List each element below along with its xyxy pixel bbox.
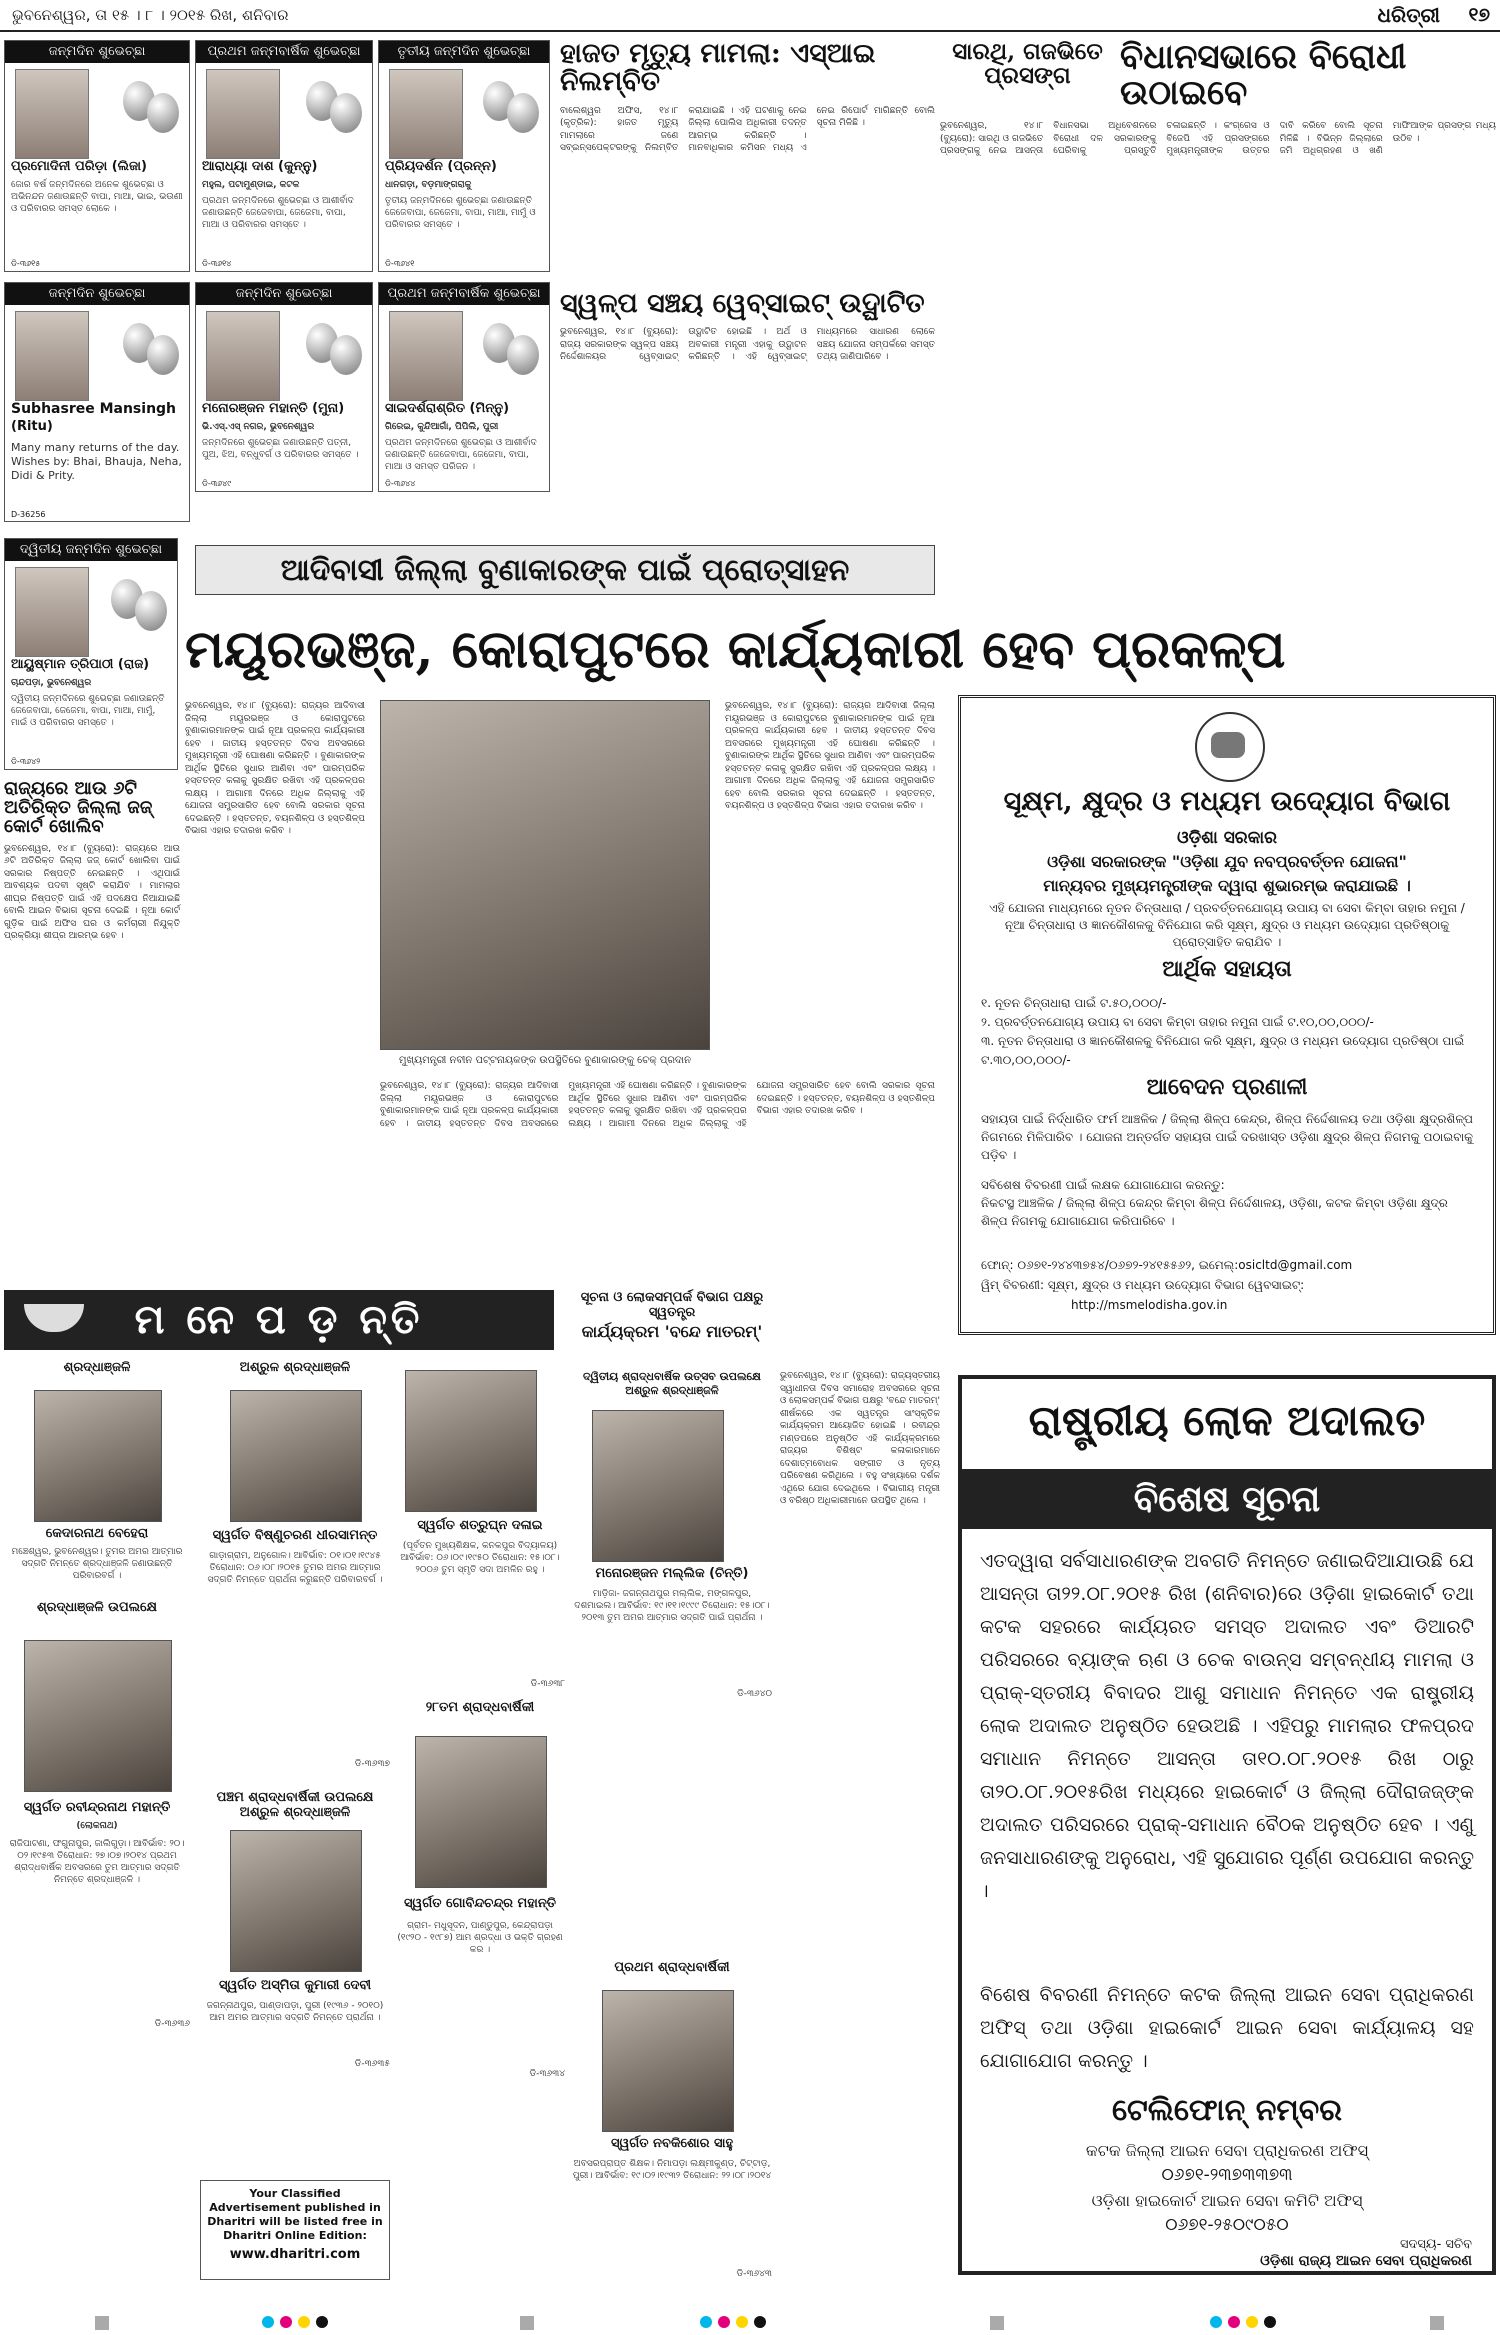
classified-note xyxy=(200,2180,390,2280)
story-body: ବାଲେଶ୍ୱର ଅଫିସ, ୧୪।୮ (କୃତ୍ରିକ): ହାଜତ ମୃତ୍ୟୁ ମାମଲାରେ ଜଣେ ସବ୍ଇନ୍ସପେକ୍ଟରଙ୍କୁ ନିଲମ୍ବିତ କରାଯାଇଛି । ଏହି ଘଟଣାକୁ ନେଇ ଜିଲ୍ଲା ପୋଲିସ ଅଧିକାରୀ ତଦନ୍ତ ଆରମ୍ଭ କରିଛନ୍ତି । ମାନବାଧିକାର କମିସନ ମଧ୍ୟ ଏ ନେଇ ରିପୋର୍ଟ ମାଗିଛନ୍ତି ବୋଲି ସୂଚନା ମିଳିଛି । xyxy=(560,105,935,154)
special-notice-banner: ବିଶେଷ ସୂଚନା xyxy=(962,1469,1492,1529)
birthday-ad xyxy=(4,282,190,522)
balloon-icon xyxy=(483,75,543,145)
ad-heading: ପ୍ରଥମ ଜନ୍ମବାର୍ଷିକ ଶୁଭେଚ୍ଛା xyxy=(196,41,372,63)
memorial-heading: ଶ୍ରଦ୍ଧାଞ୍ଜଳି xyxy=(63,1360,131,1375)
portrait-photo xyxy=(24,1640,172,1792)
aid-item: ୨. ପ୍ରବର୍ତ୍ତନଯୋଗ୍ୟ ଉପାୟ ବା ସେବା କିମ୍ବା ତାହାର ନମୁନା ପାଇଁ ଟ.୧୦,୦୦,୦୦୦/- xyxy=(981,1015,1374,1029)
msme-advertisement xyxy=(958,695,1496,1335)
memorial-banner xyxy=(4,1290,554,1350)
story-charioteer xyxy=(940,40,1115,110)
person-name: ସାଇଦର୍ଶରାଶ୍ରିତ (ମିନ୍ନୁ) xyxy=(385,401,510,416)
wish-text: ଜୋର ବର୍ଷ ଜନ୍ମଦିନରେ ଅନେକ ଶୁଭେଚ୍ଛା ଓ ଅଭିନନ୍ଦନ ଜଣାଉଛନ୍ତି ବାପା, ମାଆ, ଭାଇ, ଭଉଣୀ ଓ ପରିବାରର ସମସ୍ତ ଲୋକେ । xyxy=(11,180,183,214)
memorial-name: ସ୍ୱର୍ଗତ ଶତ୍ରୁଘ୍ନ ଦଳାଇ xyxy=(417,1518,543,1533)
wish-text: ପ୍ରଥମ ଜନ୍ମଦିନରେ ଶୁଭେଚ୍ଛା ଓ ଆଶୀର୍ବାଦ ଜଣାଉଛନ୍ତି ଜେଜେବାପା, ଜେଜେମା, ବାପା, ମାଆ ଓ ସମସ୍ତ ପରିଜନ । xyxy=(385,438,537,472)
office-name: କଟକ ଜିଲ୍ଲା ଆଇନ ସେବା ପ୍ରାଧିକରଣ ଅଫିସ୍ xyxy=(1085,2141,1369,2160)
page-number: ୧୭ xyxy=(1468,4,1490,26)
aid-list xyxy=(981,994,1479,1070)
ad-code: ଡି-୩୬୩୮ xyxy=(530,1679,565,1689)
weavers-banner: ଆଦିବାସୀ ଜିଲ୍ଲା ବୁଣାକାରଙ୍କ ପାଇଁ ପ୍ରୋତ୍ସାହନ xyxy=(195,545,935,595)
ad-code: ଡି-୩୬୩୭ xyxy=(354,1759,390,1769)
memorial-banner-text: ମ ନେ ପ ଡ଼ ନ୍ତି xyxy=(134,1296,424,1343)
phone-email: ଫୋନ୍: ୦୬୭୧-୨୪୪୩୭୫୪/୦୬୭୨-୨୪୧୫୫୬୨, ଇମେଲ୍:osicltd@gmail.com xyxy=(981,1258,1353,1272)
ad-heading: ପ୍ରଥମ ଜନ୍ମବାର୍ଷିକ ଶୁଭେଚ୍ଛା xyxy=(379,283,549,305)
portrait-photo xyxy=(15,311,89,401)
memorial-ad xyxy=(395,1360,565,1690)
vande-headline: କାର୍ଯ୍ୟକ୍ରମ 'ବନ୍ଦେ ମାତରମ୍' xyxy=(581,1322,763,1341)
memorial-heading: ଦ୍ୱିତୀୟ ଶ୍ରାଦ୍ଧବାର୍ଷିକ ଉତ୍ସବ ଉପଲକ୍ଷେ ଅଶ୍ରୁଳ ଶ୍ରଦ୍ଧାଞ୍ଜଳି xyxy=(583,1370,761,1397)
story-custody xyxy=(560,40,935,280)
address-text: ଧାନଗଡ଼ା, ବଡ଼ମାଙ୍ଗରାକୁ xyxy=(385,180,472,190)
story-assembly-body: ଭୁବନେଶ୍ୱର, ୧୪।୮ (ବ୍ୟୁରୋ): ସାରଥି ଓ ଗଜଭିତେ ପ୍ରସଙ୍ଗକୁ ନେଇ ଆସନ୍ତା ବିଧାନସଭା ଅଧିବେଶନରେ ବିରୋଧୀ ଦଳ ସରକାରଙ୍କୁ ଘେରିବାକୁ ପ୍ରସ୍ତୁତି ଚଳାଇଛନ୍ତି । କଂଗ୍ରେସ ଓ ବିଜେପି ଏହି ପ୍ରସଙ୍ଗରେ ମୁଖ୍ୟମନ୍ତ୍ରୀଙ୍କ ଉତ୍ତର ଦାବି କରିବେ ବୋଲି ସୂଚନା ମିଳିଛି । ବିଭିନ୍ନ ଜିଲ୍ଲାରେ ଜମି ଅଧିଗ୍ରହଣ ଓ ଖଣି ମାଫିଆଙ୍କ ପ୍ରସଙ୍ଗ ମଧ୍ୟ ଉଠିବ । xyxy=(940,121,1496,156)
photo-caption: ମୁଖ୍ୟମନ୍ତ୍ରୀ ନବୀନ ପଟ୍ଟନାୟକଙ୍କ ଉପସ୍ଥିତିରେ ବୁଣାକାରଙ୍କୁ ଚେକ୍ ପ୍ରଦାନ xyxy=(399,1055,691,1066)
memorial-info: ମଞ୍ଚେଶ୍ୱର, ଭୁବନେଶ୍ୱର। ତୁମର ଅମର ଆତ୍ମାର ସଦ୍ଗତି ନିମନ୍ତେ ଶ୍ରଦ୍ଧାଞ୍ଜଳି ଜଣାଉଛନ୍ତି ପରିବାରବର୍ଗ । xyxy=(11,1547,183,1581)
weavers-photo xyxy=(380,700,710,1050)
story-headline: ସାରଥି, ଗଜଭିତେ ପ୍ରସଙ୍ଗ xyxy=(952,38,1103,90)
person-nickname: (Ritu) xyxy=(11,419,53,434)
memorial-info: ଗ୍ରାମ- ମଧୁସୂଦନ, ପାଣ୍ଡୁପୁର, କେନ୍ଦ୍ରାପଡ଼ା (୧୯୨୦ - ୧୯୮୭) ଆମ ଶ୍ରଦ୍ଧା ଓ ଭକ୍ତି ଗ୍ରହଣ କର । xyxy=(397,1921,563,1955)
memorial-info: ମାଡ଼ିଜା- ଜଗନ୍ନାଥପୁର ମଲ୍ଲିକ, ମଙ୍ଗଳପୁର, ଦଶମାଇଲ। ଆବିର୍ଭାବ: ୧୯।୧୧।୧୯୯୯ ତିରୋଧାନ: ୧୫।୦୮।୨୦୧୩ ତୁମ ଅମର ଆତ୍ମାର ସଦ୍ଗତି ପାଇଁ ପ୍ରାର୍ଥନା । xyxy=(574,1589,770,1623)
apply-text: ସହାୟତା ପାଇଁ ନିର୍ଦ୍ଧାରିତ ଫର୍ମ ଆଞ୍ଚଳିକ / ଜିଲ୍ଲା ଶିଳ୍ପ କେନ୍ଦ୍ର, ଶିଳ୍ପ ନିର୍ଦ୍ଦେଶାଳୟ ତଥା ଓଡ଼ିଶା କ୍ଷୁଦ୍ରଶିଳ୍ପ ନିଗମରେ ମିଳିପାରିବ । ଯୋଜନା ଅନ୍ତର୍ଗତ ସହାୟତା ପାଇଁ ଦରଖାସ୍ତ ଓଡ଼ିଶା କ୍ଷୁଦ୍ର ଶିଳ୍ପ ନିଗମକୁ ପଠାଇବାକୁ ପଡ଼ିବ । xyxy=(981,1112,1473,1162)
signatory-org: ଓଡ଼ିଶା ରାଜ୍ୟ ଆଇନ ସେବା ପ୍ରାଧିକରଣ xyxy=(1260,2253,1472,2269)
story-headline: ରାଜ୍ୟରେ ଆଉ ୬ଟି ଅତିରିକ୍ତ ଜିଲ୍ଲା ଜଜ୍ କୋର୍ଟ ଖୋଲିବ xyxy=(4,778,153,837)
ad-code: ଡି-୩୬୩୪ xyxy=(529,2069,565,2079)
memorial-heading: ଶ୍ରଦ୍ଧାଞ୍ଜଳି ଉପଲକ୍ଷେ xyxy=(36,1600,158,1615)
balloon-icon xyxy=(111,573,171,643)
portrait-photo xyxy=(405,1370,537,1512)
scheme-name: ଓଡ଼ିଶା ସରକାରଙ୍କ "ଓଡ଼ିଶା ଯୁବ ନବପ୍ରବର୍ତ୍ତନ ଯୋଜନା" xyxy=(1047,852,1407,871)
memorial-ad xyxy=(200,1360,390,1770)
person-name: ଆରାଧ୍ୟା ଦାଶ (କୁନ୍ନୁ) xyxy=(202,159,318,174)
print-registration-strip xyxy=(0,2312,1500,2335)
ad-code: ଡି-୩୬୪୨ xyxy=(11,757,41,766)
office-phone: ୦୬୭୧-୨୩୭୩୩୭୩ xyxy=(1161,2165,1293,2185)
memorial-name: ସ୍ୱର୍ଗତ ବିଷ୍ଣୁଚରଣ ଧୀରସାମନ୍ତ xyxy=(212,1528,378,1543)
lamp-icon xyxy=(24,1304,84,1332)
website-link[interactable]: http://msmelodisha.gov.in xyxy=(1071,1298,1228,1312)
person-name: ପ୍ରମୋଦିନୀ ପରିଡ଼ା (ଲିଜା) xyxy=(11,159,147,174)
vande-headline-box xyxy=(572,1290,772,1370)
memorial-name: ସ୍ୱର୍ଗତ ରବୀନ୍ଦ୍ରନାଥ ମହାନ୍ତି xyxy=(23,1800,171,1815)
address-text: ଭି.ଏସ୍.ଏସ୍ ନଗର, ଭୁବନେଶ୍ୱର xyxy=(202,422,315,432)
portrait-photo xyxy=(389,69,463,159)
aid-title: ଆର୍ଥିକ ସହାୟତା xyxy=(1162,956,1292,982)
apply-title: ଆବେଦନ ପ୍ରଣାଳୀ xyxy=(1146,1074,1308,1100)
portrait-photo xyxy=(230,1830,362,1972)
story-body: ଭୁବନେଶ୍ୱର, ୧୪।୮ (ବ୍ୟୁରୋ): ରାଜ୍ୟରେ ଆଉ ୬ଟି ଅତିରିକ୍ତ ଜିଲ୍ଲା ଜଜ୍ କୋର୍ଟ ଖୋଲିବା ପାଇଁ ସରକାର ନିଷ୍ପତ୍ତି ନେଇଛନ୍ତି । ଏଥିପାଇଁ ଆବଶ୍ୟକ ପଦବୀ ସୃଷ୍ଟି କରାଯିବ । ମାମଲାର ଶୀଘ୍ର ନିଷ୍ପତ୍ତି ପାଇଁ ଏହି ପଦକ୍ଷେପ ନିଆଯାଇଛି ବୋଲି ଆଇନ ବିଭାଗ ସୂଚନା ଦେଇଛି । ନୂଆ କୋର୍ଟ ଗୁଡ଼ିକ ପାଇଁ ଅଫିସ ଘର ଓ କର୍ମଚାରୀ ନିଯୁକ୍ତି ପ୍ରକ୍ରିୟା ଶୀଘ୍ର ଆରମ୍ଭ ହେବ । xyxy=(4,843,180,942)
memorial-ad xyxy=(4,1360,190,1590)
vande-body: ଭୁବନେଶ୍ୱର, ୧୪।୮ (ବ୍ୟୁରୋ): ରାଜ୍ୟସ୍ତରୀୟ ସ୍ୱାଧୀନତା ଦିବସ ସମାରୋହ ଅବସରରେ ସୂଚନା ଓ ଲୋକସମ୍ପର୍କ ବିଭାଗ ପକ୍ଷରୁ 'ବନ୍ଦେ ମାତରମ୍' ଶୀର୍ଷକରେ ଏକ ସ୍ୱତନ୍ତ୍ର ସାଂସ୍କୃତିକ କାର୍ଯ୍ୟକ୍ରମ ଆୟୋଜିତ ହୋଇଛି । ରବୀନ୍ଦ୍ର ମଣ୍ଡପରେ ଅନୁଷ୍ଠିତ ଏହି କାର୍ଯ୍ୟକ୍ରମରେ ରାଜ୍ୟର ବିଶିଷ୍ଟ କଳାକାରମାନେ ଦେଶାତ୍ମବୋଧକ ସଙ୍ଗୀତ ଓ ନୃତ୍ୟ ପରିବେଷଣ କରିଥିଲେ । ବହୁ ସଂଖ୍ୟାରେ ଦର୍ଶକ ଏଥିରେ ଯୋଗ ଦେଇଥିଲେ । ବିଭାଗୀୟ ମନ୍ତ୍ରୀ ଓ ବରିଷ୍ଠ ଅଧିକାରୀମାନେ ଉପସ୍ଥିତ ଥିଲେ । xyxy=(780,1371,940,1506)
story-headline: ସ୍ୱଳ୍ପ ସଞ୍ଚୟ ୱେବ୍ସାଇଟ୍ ଉଦ୍ଘାଟିତ xyxy=(560,288,925,319)
memorial-info: ରାଜିପାଟଣା, ଫଗୁନାପୁର, ଜାଲିଗୁଡ଼ା। ଆବିର୍ଭାବ: ୨୦।୦୨।୧୯୫୩ ତିରୋଧାନ: ୨୭।୦୭।୨୦୧୪ ପ୍ରଥମ ଶ୍ରାଦ୍ଧବାର୍ଷିକ ଅବସରରେ ତୁମ ଆତ୍ମାର ସଦ୍ଗତି ନିମନ୍ତେ ଶ୍ରଦ୍ଧାଞ୍ଜଳି । xyxy=(9,1839,185,1885)
odisha-emblem-icon xyxy=(1195,712,1265,782)
ad-code: ଡି-୩୬୪୧ xyxy=(385,259,415,268)
person-name: ଆୟୁଷ୍ମାନ ତ୍ରିପାଠୀ (ରାଜ) xyxy=(11,657,150,672)
wish-text: ଦ୍ୱିତୀୟ ଜନ୍ମଦିନରେ ଶୁଭେଚ୍ଛା ଜଣାଉଛନ୍ତି ଜେଜେବାପା, ଜେଜେମା, ବାପା, ମାଆ, ମାମୁଁ, ମାଇଁ ଓ ପରିବାରର ସମସ୍ତେ । xyxy=(11,694,165,728)
ad-code: ଡି-୩୬୪୪ xyxy=(385,479,416,488)
wish-text: ତୃତୀୟ ଜନ୍ମଦିନରେ ଶୁଭେଚ୍ଛା ଜଣାଉଛନ୍ତି ଜେଜେବାପା, ଜେଜେମା, ବାପା, ମାଆ, ମାମୁଁ ଓ ପରିବାରର ସମସ୍ତେ । xyxy=(385,196,536,230)
story-headline: ବିଧାନସଭାରେ ବିରୋଧୀ ଉଠାଇବେ xyxy=(1120,37,1407,113)
ad-code: ଡି-୩୬୪୦ xyxy=(737,1689,772,1699)
classified-text: Your Classified Advertisement published in Dharitri will be listed free in Dharitri Online Edition: xyxy=(207,2187,383,2242)
memorial-ad xyxy=(200,1790,390,2070)
address-text: ଚାନ୍ଦପଡ଼ା, ଭୁବନେଶ୍ୱର xyxy=(11,678,92,688)
birthday-ad xyxy=(4,40,190,272)
office-name: ଓଡ଼ିଶା ହାଇକୋର୍ଟ ଆଇନ ସେବା କମିଟି ଅଫିସ୍ xyxy=(1091,2191,1363,2210)
portrait-photo xyxy=(415,1736,547,1888)
memorial-info: ଗାଡ଼ାଗ୍ରାମ, ଅନୁଗୋଳ। ଆବିର୍ଭାବ: ୦୧।୦୧।୧୯୪୫ ତିରୋଧାନ: ୦୬।୦୮।୨୦୧୫ ତୁମର ଅମର ଆତ୍ମାର ସଦ୍ଗତି ନିମନ୍ତେ ପ୍ରାର୍ଥନା କରୁଛନ୍ତି ପରିବାରବର୍ଗ । xyxy=(207,1551,383,1585)
ad-code: D-36256 xyxy=(11,510,46,519)
story-assembly-headline-box xyxy=(1120,37,1496,120)
ad-code: ଡି-୩୬୪୯ xyxy=(202,479,232,488)
portrait-photo xyxy=(206,69,280,159)
weavers-body: ଭୁବନେଶ୍ୱର, ୧୪।୮ (ବ୍ୟୁରୋ): ରାଜ୍ୟର ଆଦିବାସୀ ଜିଲ୍ଲା ମୟୂରଭଞ୍ଜ ଓ କୋରାପୁଟରେ ବୁଣାକାରମାନଙ୍କ ପାଇଁ ନୂଆ ପ୍ରକଳ୍ପ କାର୍ଯ୍ୟକାରୀ ହେବ । ଜାତୀୟ ହସ୍ତତନ୍ତ ଦିବସ ଅବସରରେ ମୁଖ୍ୟମନ୍ତ୍ରୀ ଏହି ଘୋଷଣା କରିଛନ୍ତି । ବୁଣାକାରଙ୍କ ଆର୍ଥିକ ସ୍ଥିତିରେ ସୁଧାର ଆଣିବା ଏବଂ ପାରମ୍ପରିକ ହସ୍ତତନ୍ତ କଳାକୁ ସୁରକ୍ଷିତ ରଖିବା ଏହି ପ୍ରକଳ୍ପର ଲକ୍ଷ୍ୟ । ଆଗାମୀ ଦିନରେ ଅଧିକ ଜିଲ୍ଲାକୁ ଏହି ଯୋଜନା ସମ୍ପ୍ରସାରିତ ହେବ ବୋଲି ସରକାର ସୂଚନା ଦେଇଛନ୍ତି । ହସ୍ତତନ୍ତ, ବୟନଶିଳ୍ପ ଓ ହସ୍ତଶିଳ୍ପ ବିଭାଗ ଏହାର ତଦାରଖ କରିବ । xyxy=(185,701,365,836)
lok-adalat-title: ରାଷ୍ଟ୍ରୀୟ ଲୋକ ଅଦାଲତ xyxy=(1028,1396,1426,1445)
memorial-ad xyxy=(395,1700,565,2080)
birthday-ad xyxy=(195,40,373,272)
portrait-photo xyxy=(230,1390,362,1522)
notice-paragraph: ଏତଦ୍ୱାରା ସର୍ବସାଧାରଣଙ୍କ ଅବଗତି ନିମନ୍ତେ ଜଣାଇଦିଆଯାଉଛି ଯେ ଆସନ୍ତା ତା୨୨.୦୮.୨୦୧୫ ରିଖ (ଶନିବାର)ରେ ଓଡ଼ିଶା ହାଇକୋର୍ଟ ତଥା କଟକ ସହରରେ କାର୍ଯ୍ୟରତ ସମସ୍ତ ଅଦାଲତ ଏବଂ ଡିଆରଟି ପରିସରରେ ବ୍ୟାଙ୍କ ଋଣ ଓ ଚେକ ବାଉନ୍ସ ସମ୍ବନ୍ଧୀୟ ମାମଲା ଓ ପ୍ରାକ୍-ସ୍ତରୀୟ ବିବାଦର ଆଶୁ ସମାଧାନ ନିମନ୍ତେ ଏକ ରାଷ୍ଟ୍ରୀୟ ଲୋକ ଅଦାଲତ ଅନୁଷ୍ଠିତ ହେଉଅଛି । ଏହିପରୁ ମାମଲାର ଫଳପ୍ରଦ ସମାଧାନ ନିମନ୍ତେ ଆସନ୍ତା ତା୧୦.୦୮.୨୦୧୫ ରିଖ ଠାରୁ ତା୨୦.୦୮.୨୦୧୫ରିଖ ମଧ୍ୟରେ ହାଇକୋର୍ଟ ଓ ଜିଲ୍ଲା ଦୌରାଜଜ୍ଙ୍କ ଅଦାଲତ ପରିସରରେ ପ୍ରାକ୍-ସମାଧାନ ବୈଠକ ଅନୁଷ୍ଠିତ ହେବ । ଏଣୁ ଜନସାଧାରଣଙ୍କୁ ଅନୁରୋଧ, ଏହି ସୁଯୋଗର ପୂର୍ଣ୍ଣ ଉପଯୋଗ କରନ୍ତୁ । xyxy=(980,1550,1474,1902)
memorial-heading: ୨୮ତମ ଶ୍ରାଦ୍ଧବାର୍ଷିକୀ xyxy=(425,1700,535,1715)
memorial-info: (ପୂର୍ବତନ ମୁଖ୍ୟଶିକ୍ଷକ, କନକପୁର ବିଦ୍ୟାଳୟ) ଆବିର୍ଭାବ: ୦୬।୦୯।୧୯୫୦ ତିରୋଧାନ: ୧୫।୦୮।୨୦୦୬ ତୁମ ସ୍ମୃତି ସଦା ଅମଳିନ ରହୁ । xyxy=(400,1541,560,1575)
memorial-info: ଅବସରପ୍ରାପ୍ତ ଶିକ୍ଷକ। ନିମାପଡ଼ା ଲକ୍ଷ୍ମୀକୁଣ୍ଡ, ଚିଟ୍ଟାଡ଼, ପୁରୀ। ଆବିର୍ଭାବ: ୧୯।୦୨।୧୯୩୨ ତିରୋଧାନ: ୨୨।୦୮।୨୦୧୪ xyxy=(572,2159,772,2181)
weavers-body-continued: ଭୁବନେଶ୍ୱର, ୧୪।୮ (ବ୍ୟୁରୋ): ରାଜ୍ୟର ଆଦିବାସୀ ଜିଲ୍ଲା ମୟୂରଭଞ୍ଜ ଓ କୋରାପୁଟରେ ବୁଣାକାରମାନଙ୍କ ପାଇଁ ନୂଆ ପ୍ରକଳ୍ପ କାର୍ଯ୍ୟକାରୀ ହେବ । ଜାତୀୟ ହସ୍ତତନ୍ତ ଦିବସ ଅବସରରେ ମୁଖ୍ୟମନ୍ତ୍ରୀ ଏହି ଘୋଷଣା କରିଛନ୍ତି । ବୁଣାକାରଙ୍କ ଆର୍ଥିକ ସ୍ଥିତିରେ ସୁଧାର ଆଣିବା ଏବଂ ପାରମ୍ପରିକ ହସ୍ତତନ୍ତ କଳାକୁ ସୁରକ୍ଷିତ ରଖିବା ଏହି ପ୍ରକଳ୍ପର ଲକ୍ଷ୍ୟ । ଆଗାମୀ ଦିନରେ ଅଧିକ ଜିଲ୍ଲାକୁ ଏହି ଯୋଜନା ସମ୍ପ୍ରସାରିତ ହେବ ବୋଲି ସରକାର ସୂଚନା ଦେଇଛନ୍ତି । ହସ୍ତତନ୍ତ, ବୟନଶିଳ୍ପ ଓ ହସ୍ତଶିଳ୍ପ ବିଭାଗ ଏହାର ତଦାରଖ କରିବ । xyxy=(380,1081,935,1129)
person-name: ମନୋରଞ୍ଜନ ମହାନ୍ତି (ମୁନା) xyxy=(202,401,345,416)
wish-text: ଜନ୍ମଦିନରେ ଶୁଭେଚ୍ଛା ଜଣାଉଛନ୍ତି ପତ୍ନୀ, ପୁଅ, ଝିଅ, ବନ୍ଧୁବର୍ଗ ଓ ପରିବାରର ସମସ୍ତେ । xyxy=(202,438,359,460)
memorial-heading: ପଞ୍ଚମ ଶ୍ରାଦ୍ଧବାର୍ଷିକୀ ଉପଲକ୍ଷେ ଅଶ୍ରୁଳ ଶ୍ରଦ୍ଧାଞ୍ଜଳି xyxy=(216,1790,374,1820)
office-phone: ୦୬୭୧-୨୫୦୯୦୫୦ xyxy=(1165,2215,1289,2235)
aid-item: ୧. ନୂତନ ଚିନ୍ତାଧାରା ପାଇଁ ଟ.୫୦,୦୦୦/- xyxy=(981,996,1167,1010)
address-text: ମହୁଲ, ପଟାମୁଣ୍ଡାଇ, କଟକ xyxy=(202,180,300,190)
memorial-name: ସ୍ୱର୍ଗତ ଗୋବିନ୍ଦଚନ୍ଦ୍ର ମହାନ୍ତି xyxy=(403,1896,557,1911)
memorial-name: ସ୍ୱର୍ଗତ ଅସ୍ମିତା କୁମାରୀ ଦେବୀ xyxy=(218,1978,372,1993)
memorial-ad xyxy=(4,1600,190,2030)
birthday-ad xyxy=(378,40,550,272)
portrait-photo xyxy=(389,311,463,401)
ad-heading: ଦ୍ୱିତୀୟ ଜନ୍ମଦିନ ଶୁଭେଚ୍ଛା xyxy=(5,539,177,561)
birthday-ad xyxy=(4,538,178,770)
masthead-logo: ଧରିତ୍ରୀ xyxy=(1377,3,1440,27)
portrait-photo xyxy=(15,69,89,159)
lok-adalat-advertisement xyxy=(958,1375,1496,2275)
telephone-title: ଟେଲିଫୋନ୍ ନମ୍ବର xyxy=(1111,2093,1342,2128)
ad-code: ଡି-୩୬୩୫ xyxy=(354,2059,390,2069)
aid-item: ୩. ନୂତନ ଚିନ୍ତାଧାରା ଓ ଜ୍ଞାନକୌଶଳକୁ ବିନିଯୋଗ କରି ସୂକ୍ଷ୍ମ, କ୍ଷୁଦ୍ର ଓ ମଧ୍ୟମ ଉଦ୍ୟୋଗ ପ୍ରତିଷ୍ଠା ପାଇଁ ଟ.୩୦,୦୦,୦୦୦/- xyxy=(981,1034,1465,1067)
flower-icon xyxy=(123,75,183,145)
dept-name: ସୂକ୍ଷ୍ମ, କ୍ଷୁଦ୍ର ଓ ମଧ୍ୟମ ଉଦ୍ୟୋଗ ବିଭାଗ xyxy=(1003,786,1451,817)
ad-heading: ଜନ୍ମଦିନ ଶୁଭେଚ୍ଛା xyxy=(5,41,189,63)
story-courts xyxy=(4,780,180,1280)
birthday-ad xyxy=(378,282,550,492)
weavers-body-right: ଭୁବନେଶ୍ୱର, ୧୪।୮ (ବ୍ୟୁରୋ): ରାଜ୍ୟର ଆଦିବାସୀ ଜିଲ୍ଲା ମୟୂରଭଞ୍ଜ ଓ କୋରାପୁଟରେ ବୁଣାକାରମାନଙ୍କ ପାଇଁ ନୂଆ ପ୍ରକଳ୍ପ କାର୍ଯ୍ୟକାରୀ ହେବ । ଜାତୀୟ ହସ୍ତତନ୍ତ ଦିବସ ଅବସରରେ ମୁଖ୍ୟମନ୍ତ୍ରୀ ଏହି ଘୋଷଣା କରିଛନ୍ତି । ବୁଣାକାରଙ୍କ ଆର୍ଥିକ ସ୍ଥିତିରେ ସୁଧାର ଆଣିବା ଏବଂ ପାରମ୍ପରିକ ହସ୍ତତନ୍ତ କଳାକୁ ସୁରକ୍ଷିତ ରଖିବା ଏହି ପ୍ରକଳ୍ପର ଲକ୍ଷ୍ୟ । ଆଗାମୀ ଦିନରେ ଅଧିକ ଜିଲ୍ଲାକୁ ଏହି ଯୋଜନା ସମ୍ପ୍ରସାରିତ ହେବ ବୋଲି ସରକାର ସୂଚନା ଦେଇଛନ୍ତି । ହସ୍ତତନ୍ତ, ବୟନଶିଳ୍ପ ଓ ହସ୍ତଶିଳ୍ପ ବିଭାଗ ଏହାର ତଦାରଖ କରିବ । xyxy=(725,701,935,811)
story-headline: ହାଜତ ମୃତ୍ୟୁ ମାମଲା: ଏସ୍ଆଇ ନିଲମ୍ବିତ xyxy=(560,38,876,98)
memorial-name: ସ୍ୱର୍ଗତ ନବକିଶୋର ସାହୁ xyxy=(610,2136,734,2151)
signatory-title: ସଦସ୍ୟ- ସଚିବ xyxy=(1399,2237,1472,2252)
launch-text: ମାନ୍ୟବର ମୁଖ୍ୟମନ୍ତ୍ରୀଙ୍କ ଦ୍ୱାରା ଶୁଭାରମ୍ଭ କରାଯାଇଛି । xyxy=(1043,876,1411,895)
ad-code: ଡି-୩୬୧୫ xyxy=(11,259,41,268)
dateline: ଭୁବନେଶ୍ୱର, ତା ୧୫ । ୮ । ୨୦୧୫ ରିଖ, ଶନିବାର xyxy=(12,6,289,24)
ad-code: ଡି-୩୬୩୬ xyxy=(154,2019,190,2029)
contact-intro: ସବିଶେଷ ବିବରଣୀ ପାଇଁ ଲକ୍ଷକ ଯୋଗାଯୋଗ କରନ୍ତୁ: xyxy=(981,1178,1225,1192)
memorial-heading: ଅଶ୍ରୁଳ ଶ୍ରଦ୍ଧାଞ୍ଜଳି xyxy=(239,1360,351,1375)
weavers-headline: ମୟୂରଭଞ୍ଜ, କୋରାପୁଟରେ କାର୍ଯ୍ୟକାରୀ ହେବ ପ୍ରକଳ୍ପ xyxy=(185,619,1286,680)
ad-heading: ଜନ୍ମଦିନ ଶୁଭେଚ୍ଛା xyxy=(5,283,189,305)
portrait-photo xyxy=(206,311,280,401)
memorial-nickname: (ଲୋକନାଥ) xyxy=(76,1821,118,1831)
contact-paragraph: ବିଶେଷ ବିବରଣୀ ନିମନ୍ତେ କଟକ ଜିଲ୍ଲା ଆଇନ ସେବା ପ୍ରାଧିକରଣ ଅଫିସ୍ ତଥା ଓଡ଼ିଶା ହାଇକୋର୍ଟ ଆଇନ ସେବା କାର୍ଯ୍ୟାଳୟ ସହ ଯୋଗାଯୋଗ କରନ୍ତୁ । xyxy=(980,1984,1474,2072)
page-header xyxy=(0,0,1500,32)
ad-heading: ଜନ୍ମଦିନ ଶୁଭେଚ୍ଛା xyxy=(196,283,372,305)
portrait-photo xyxy=(602,1990,734,2132)
flower-icon xyxy=(123,317,183,387)
memorial-heading: ପ୍ରଥମ ଶ୍ରାଦ୍ଧବାର୍ଷିକୀ xyxy=(614,1960,730,1975)
web-label: ୱିମ୍ ବିବରଣୀ: ସୂକ୍ଷ୍ମ, କ୍ଷୁଦ୍ର ଓ ମଧ୍ୟମ ଉଦ୍ୟୋଗ ବିଭାଗ ୱେବସାଇଟ୍: xyxy=(981,1278,1305,1292)
balloon-icon xyxy=(306,75,366,145)
scheme-intro: ଏହି ଯୋଜନା ମାଧ୍ୟମରେ ନୂତନ ଚିନ୍ତାଧାରା / ପ୍ରବର୍ତ୍ତନଯୋଗ୍ୟ ଉପାୟ ବା ସେବା କିମ୍ବା ତାହାର ନମୁନା / ନୂଆ ଚିନ୍ତାଧାରା ଓ ଜ୍ଞାନକୌଶଳକୁ ବିନିଯୋଗ କରି ସୂକ୍ଷ୍ମ, କ୍ଷୁଦ୍ର ଓ ମଧ୍ୟମ ଉଦ୍ୟୋଗ ପ୍ରତିଷ୍ଠାକୁ ପ୍ରୋତ୍ସାହିତ କରାଯିବ । xyxy=(989,901,1465,949)
contact-text: ନିକଟସ୍ଥ ଆଞ୍ଚଳିକ / ଜିଲ୍ଲା ଶିଳ୍ପ କେନ୍ଦ୍ର କିମ୍ବା ଶିଳ୍ପ ନିର୍ଦ୍ଦେଶାଳୟ, ଓଡ଼ିଶା, କଟକ କିମ୍ବା ଓଡ଼ିଶା କ୍ଷୁଦ୍ର ଶିଳ୍ପ ନିଗମକୁ ଯୋଗାଯୋଗ କରିପାରିବେ । xyxy=(981,1196,1448,1228)
ad-code: ଡି-୩୬୪୩ xyxy=(736,2269,772,2279)
memorial-name: ମନୋରଞ୍ଜନ ମଲ୍ଲିକ (ଚିନ୍ତି) xyxy=(595,1566,749,1581)
balloon-icon xyxy=(483,317,543,387)
person-name: Subhasree Mansingh xyxy=(11,401,177,417)
birthday-ad xyxy=(195,282,373,492)
memorial-info: ଜଗନ୍ନାଥପୁର, ପାଣ୍ଡାପଡ଼ା, ପୁରୀ (୧୯୩୬ - ୨୦୧୦) ଆମ ଅମର ଆତ୍ମାର ସଦ୍ଗତି ନିମନ୍ତେ ପ୍ରାର୍ଥନା । xyxy=(206,2001,384,2023)
memorial-ad xyxy=(572,1960,772,2280)
ad-code: ଡି-୩୬୧୪ xyxy=(202,259,232,268)
story-body: ଭୁବନେଶ୍ୱର, ୧୪।୮ (ବ୍ୟୁରୋ): ରାଜ୍ୟ ସରକାରଙ୍କ ସ୍ୱଳ୍ପ ସଞ୍ଚୟ ନିର୍ଦ୍ଦେଶାଳୟର ୱେବ୍ସାଇଟ୍ ଉଦ୍ଘାଟିତ ହୋଇଛି । ଅର୍ଥ ଓ ଅବକାରୀ ମନ୍ତ୍ରୀ ଏହାକୁ ଉଦ୍ଘାଟନ କରିଛନ୍ତି । ଏହି ୱେବ୍ସାଇଟ୍ ମାଧ୍ୟମରେ ସାଧାରଣ ଲୋକେ ସଞ୍ଚୟ ଯୋଜନା ସମ୍ପର୍କରେ ସମସ୍ତ ତଥ୍ୟ ଜାଣିପାରିବେ । xyxy=(560,327,935,363)
portrait-photo xyxy=(15,567,89,657)
memorial-name: କେଦାରନାଥ ବେହେରା xyxy=(45,1526,149,1541)
portrait-photo xyxy=(34,1390,162,1522)
person-name: ପ୍ରିୟଦର୍ଶନ (ପ୍ରନ୍ନ) xyxy=(385,159,497,174)
vande-kicker: ସୂଚନା ଓ ଲୋକସମ୍ପର୍କ ବିଭାଗ ପକ୍ଷରୁ ସ୍ୱତନ୍ତ୍ର xyxy=(580,1290,764,1320)
ad-heading: ତୃତୀୟ ଜନ୍ମଦିନ ଶୁଭେଚ୍ଛା xyxy=(379,41,549,63)
memorial-ad xyxy=(572,1370,772,1700)
story-savings xyxy=(560,290,935,540)
classified-link[interactable]: www.dharitri.com xyxy=(229,2247,361,2262)
govt-name: ଓଡ଼ିଶା ସରକାର xyxy=(1176,828,1278,848)
wish-text: ପ୍ରଥମ ଜନ୍ମଦିନରେ ଶୁଭେଚ୍ଛା ଓ ଆଶୀର୍ବାଦ ଜଣାଉଛନ୍ତି ଜେଜେବାପା, ଜେଜେମା, ବାପା, ମାଆ ଓ ପରିବାରର ସମସ୍ତେ । xyxy=(202,196,354,230)
wish-text: Many many returns of the day. Wishes by: Bhai, Bhauja, Neha, Didi & Prity. xyxy=(11,441,182,482)
portrait-photo xyxy=(592,1410,724,1562)
flower-icon xyxy=(306,317,366,387)
address-text: ଗିରେଇ, କୁନ୍ଦିଆଗାଁ, ପିପିଲି, ପୁରୀ xyxy=(385,422,499,432)
